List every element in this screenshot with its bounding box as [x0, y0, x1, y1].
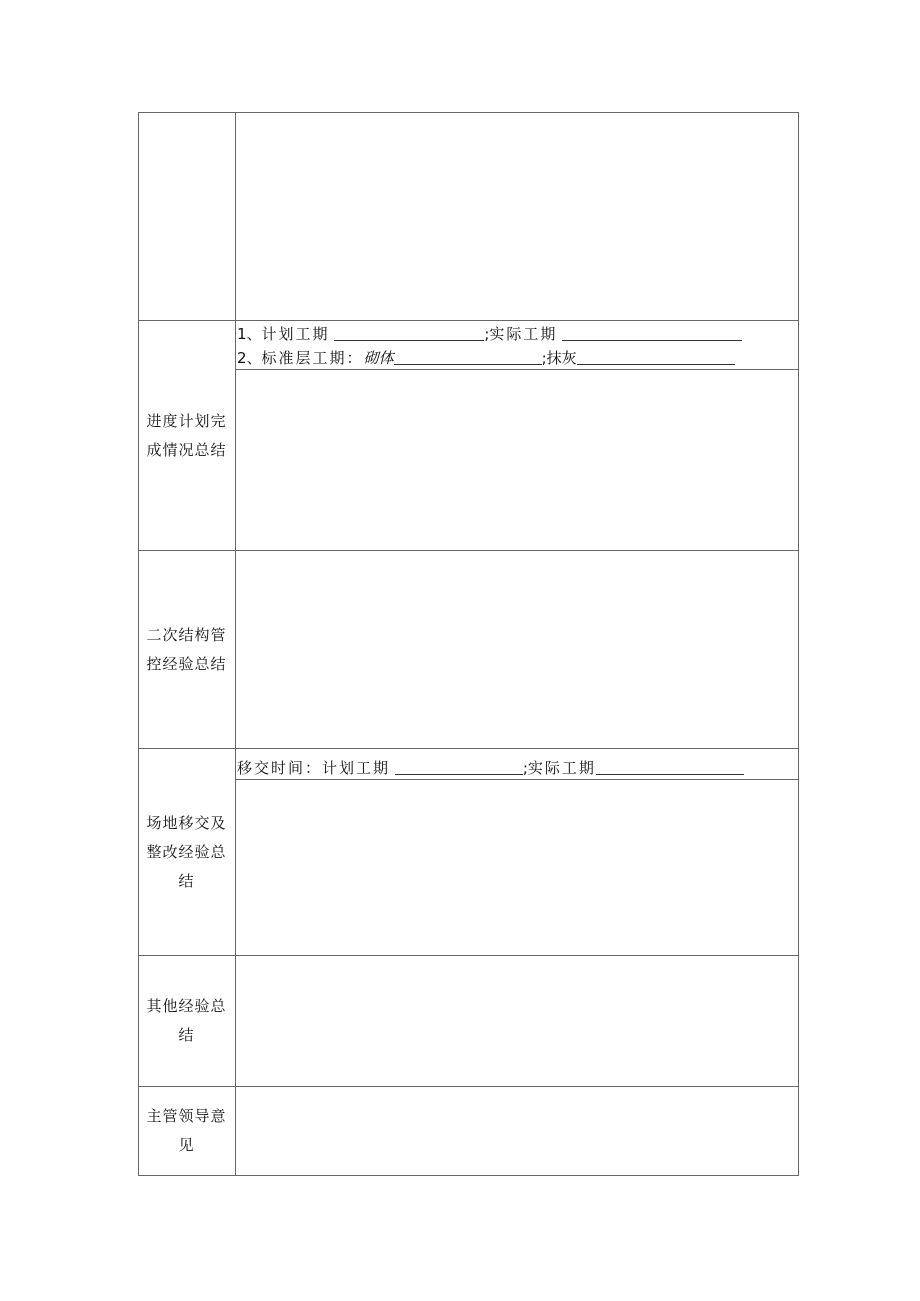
row-label-secondary-structure: 二次结构管控经验总结 [146, 625, 227, 673]
handover-line-1: 移交时间：计划工期 ;实际工期 [237, 758, 744, 778]
row-label-supervisor: 主管领导意见 [146, 1107, 227, 1154]
table-border-top [138, 112, 799, 113]
actual-duration-field[interactable] [562, 325, 742, 341]
row-subdivider [235, 369, 799, 370]
column-divider [235, 112, 236, 1176]
row-label-top [138, 113, 235, 320]
form-table [138, 112, 799, 1176]
row-label-other: 其他经验总结 [146, 997, 227, 1044]
masonry-duration-field[interactable] [394, 349, 542, 365]
row-divider [138, 955, 799, 956]
planned-duration-field[interactable] [334, 325, 484, 341]
schedule-line-2: 2、标准层工期：砌体 ;抹灰 [237, 348, 735, 368]
row-divider [138, 320, 799, 321]
handover-actual-field[interactable] [596, 759, 744, 775]
row-label-schedule: 进度计划完成情况总结 [146, 411, 227, 459]
plaster-duration-field[interactable] [577, 349, 735, 365]
table-border-bottom [138, 1175, 799, 1176]
schedule-line-1: 1、计划工期 ;实际工期 [237, 324, 742, 344]
row-divider [138, 748, 799, 749]
row-label-site-handover: 场地移交及整改经验总结 [146, 813, 227, 890]
row-divider [138, 1086, 799, 1087]
handover-planned-field[interactable] [395, 759, 523, 775]
row-subdivider [235, 779, 799, 780]
row-divider [138, 550, 799, 551]
table-border-right [798, 112, 799, 1176]
